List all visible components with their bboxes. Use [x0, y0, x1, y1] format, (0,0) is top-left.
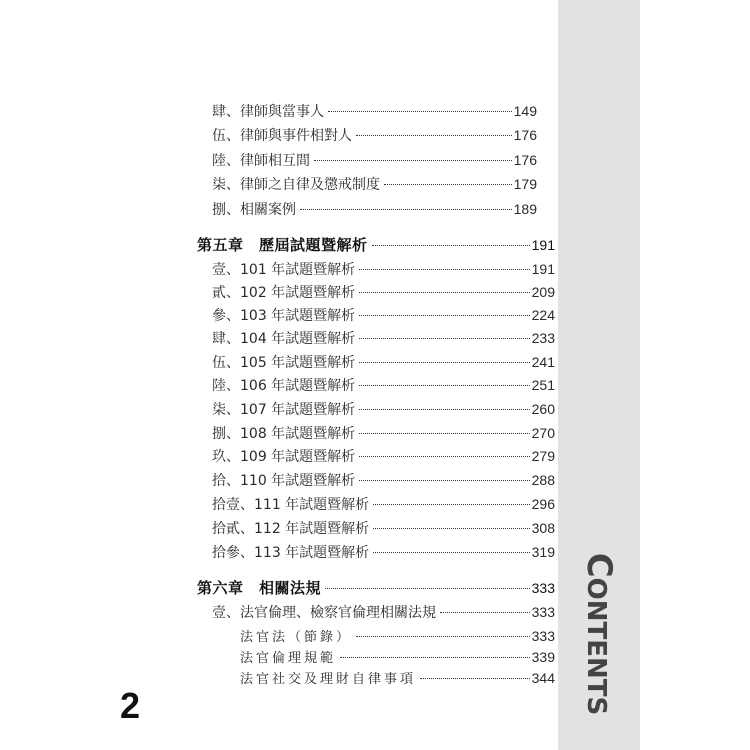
toc-entry[interactable]: 伍、105 年試題暨解析 241	[212, 354, 555, 371]
dot-leader	[373, 552, 529, 553]
dot-leader	[384, 184, 512, 185]
dot-leader	[300, 209, 512, 210]
toc-entry[interactable]: 肆、律師與當事人 149	[212, 103, 537, 120]
toc-entry[interactable]: 壹、101 年試題暨解析 191	[212, 261, 555, 278]
dot-leader	[359, 269, 529, 270]
dot-leader	[440, 612, 530, 613]
toc-subentry[interactable]: 法官法（節錄） 333	[240, 628, 555, 645]
toc-entry[interactable]: 捌、108 年試題暨解析 270	[212, 425, 555, 442]
toc-entry[interactable]: 貳、102 年試題暨解析 209	[212, 284, 555, 301]
dot-leader	[373, 504, 529, 505]
toc-subentry[interactable]: 法官倫理規範 339	[240, 649, 555, 666]
dot-leader	[372, 245, 530, 246]
toc-entry[interactable]: 壹、法官倫理、檢察官倫理相關法規 333	[212, 604, 555, 621]
toc-entry[interactable]: 拾貳、112 年試題暨解析 308	[212, 520, 555, 537]
toc-subentry[interactable]: 法官社交及理財自律事項 344	[240, 670, 555, 687]
toc-entry[interactable]: 玖、109 年試題暨解析 279	[212, 448, 555, 465]
dot-leader	[314, 160, 512, 161]
dot-leader	[359, 456, 529, 457]
dot-leader	[356, 135, 512, 136]
dot-leader	[359, 480, 529, 481]
dot-leader	[356, 636, 530, 637]
toc-entry[interactable]: 參、103 年試題暨解析 224	[212, 307, 555, 324]
dot-leader	[328, 111, 512, 112]
dot-leader	[359, 433, 529, 434]
chapter-heading[interactable]: 第六章 相關法規 333	[197, 579, 555, 597]
toc-entry[interactable]: 拾參、113 年試題暨解析 319	[212, 544, 555, 561]
dot-leader	[373, 528, 529, 529]
dot-leader	[359, 315, 529, 316]
page-number: 2	[120, 685, 141, 726]
toc-entry[interactable]: 肆、104 年試題暨解析 233	[212, 330, 555, 347]
contents-sidebar-label: CONTENTS	[579, 552, 619, 716]
dot-leader	[359, 362, 529, 363]
dot-leader	[325, 588, 530, 589]
toc-entry[interactable]: 拾、110 年試題暨解析 288	[212, 472, 555, 489]
toc-entry[interactable]: 柒、107 年試題暨解析 260	[212, 401, 555, 418]
toc-entry[interactable]: 拾壹、111 年試題暨解析 296	[212, 496, 555, 513]
dot-leader	[359, 385, 529, 386]
toc-entry[interactable]: 陸、106 年試題暨解析 251	[212, 377, 555, 394]
dot-leader	[340, 657, 530, 658]
dot-leader	[420, 678, 530, 679]
dot-leader	[359, 338, 529, 339]
toc-entry[interactable]: 伍、律師與事件相對人 176	[212, 127, 537, 144]
dot-leader	[359, 292, 529, 293]
chapter-heading[interactable]: 第五章 歷屆試題暨解析 191	[197, 236, 555, 254]
toc-entry[interactable]: 陸、律師相互間 176	[212, 152, 537, 169]
dot-leader	[359, 409, 529, 410]
toc-entry[interactable]: 捌、相關案例 189	[212, 201, 537, 218]
toc-entry[interactable]: 柒、律師之自律及懲戒制度 179	[212, 176, 537, 193]
